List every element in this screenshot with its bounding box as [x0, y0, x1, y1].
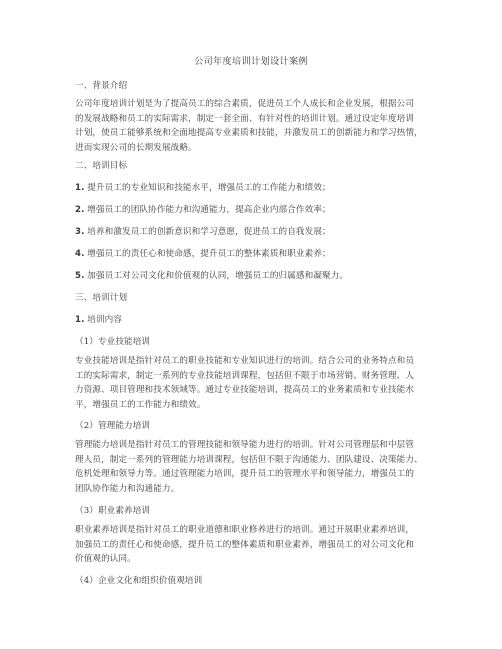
paragraph-line: 价值观的认同。: [75, 554, 136, 564]
sub-heading-professionalism: （3）职业素养培训: [75, 506, 151, 516]
goal-item: [75, 271, 348, 282]
paragraph-line: 的发展战略和员工的实际需求，制定一套全面、有针对性的培训计划。通过设定年度培训: [75, 113, 415, 124]
goal-text: 增强员工的责任心和使命感，提升员工的整体素质和职业素养；: [84, 249, 331, 259]
section-heading-goals: 二、培训目标: [75, 161, 128, 171]
paragraph-line: 团队协作能力和沟通能力。: [75, 483, 180, 494]
paragraph-line: 公司年度培训计划是为了提高员工的综合素质，促进员工个人成长和企业发展，根据公司: [75, 99, 415, 109]
paragraph-line: 危机处理和领导力等。通过管理能力培训，提升员工的管理水平和领导能力，增强员工的: [75, 469, 415, 479]
goal-item: [75, 227, 331, 238]
goal-number: 5.: [75, 271, 85, 281]
subsection-number: 1.: [75, 315, 85, 325]
goal-text: 提升员工的专业知识和技能水平，增强员工的工作能力和绩效；: [84, 183, 331, 193]
sub-heading-culture: （4）企业文化和组织价值观培训: [75, 576, 203, 586]
section-heading-background: 一、背景介绍: [75, 81, 128, 91]
goal-number: 1.: [75, 183, 85, 193]
goal-number: 3.: [75, 227, 85, 237]
goal-item: [75, 183, 331, 194]
goal-text: 增强员工的团队协作能力和沟通能力，提高企业内部合作效率；: [84, 205, 331, 215]
goal-item: [75, 249, 331, 260]
section-heading-plan: 三、培训计划: [75, 293, 128, 303]
goal-number: 4.: [75, 249, 85, 259]
professionalism-paragraph: [75, 523, 431, 567]
document-title: 公司年度培训计划设计案例: [194, 56, 308, 67]
subsection-title: 培训内容: [84, 315, 123, 325]
sub-heading-management: （2）管理能力培训: [75, 421, 151, 431]
sub-heading-professional-skills: （1）专业技能培训: [75, 337, 151, 347]
paragraph-line: 理人员，制定一系列的管理能力培训课程，包括但不限于沟通能力、团队建设、决策能力、: [75, 454, 423, 465]
paragraph-line: 专业技能培训是指针对员工的职业技能和专业知识进行的培训。结合公司的业务特点和员: [75, 356, 415, 366]
paragraph-line: 职业素养培训是指针对员工的职业道德和职业修养进行的培训。通过开展职业素养培训，: [75, 525, 415, 535]
paragraph-line: 加强员工的责任心和使命感，提升员工的整体素质和职业素养，增强员工的对公司文化和: [75, 539, 415, 550]
paragraph-line: 进而实现公司的长期发展战略。: [75, 142, 197, 153]
paragraph-line: 工的实际需求，制定一系列的专业技能培训课程，包括但不限于市场营销、财务管理、人: [75, 370, 415, 381]
goal-number: 2.: [75, 205, 85, 215]
paragraph-line: 平，增强员工的工作能力和绩效。: [75, 399, 206, 410]
goal-text: 加强员工对公司文化和价值观的认同，增强员工的归属感和凝聚力。: [84, 271, 349, 281]
paragraph-line: 力资源、项目管理和技术领域等。通过专业技能培训，提高员工的业务素质和专业技能水: [75, 385, 415, 395]
management-paragraph: [75, 438, 431, 496]
background-paragraph: [75, 97, 431, 155]
subsection-heading-content: [75, 315, 122, 326]
goal-item: [75, 205, 331, 216]
goal-text: 培养和激发员工的创新意识和学习意愿，促进员工的自我发展；: [84, 227, 331, 237]
paragraph-line: 计划，使员工能够系统和全面地提高专业素质和技能，并激发员工的创新能力和学习热情，: [75, 128, 423, 138]
paragraph-line: 管理能力培训是指针对员工的管理技能和领导能力进行的培训。针对公司管理层和中层管: [75, 440, 415, 450]
professional-skills-paragraph: [75, 354, 431, 412]
